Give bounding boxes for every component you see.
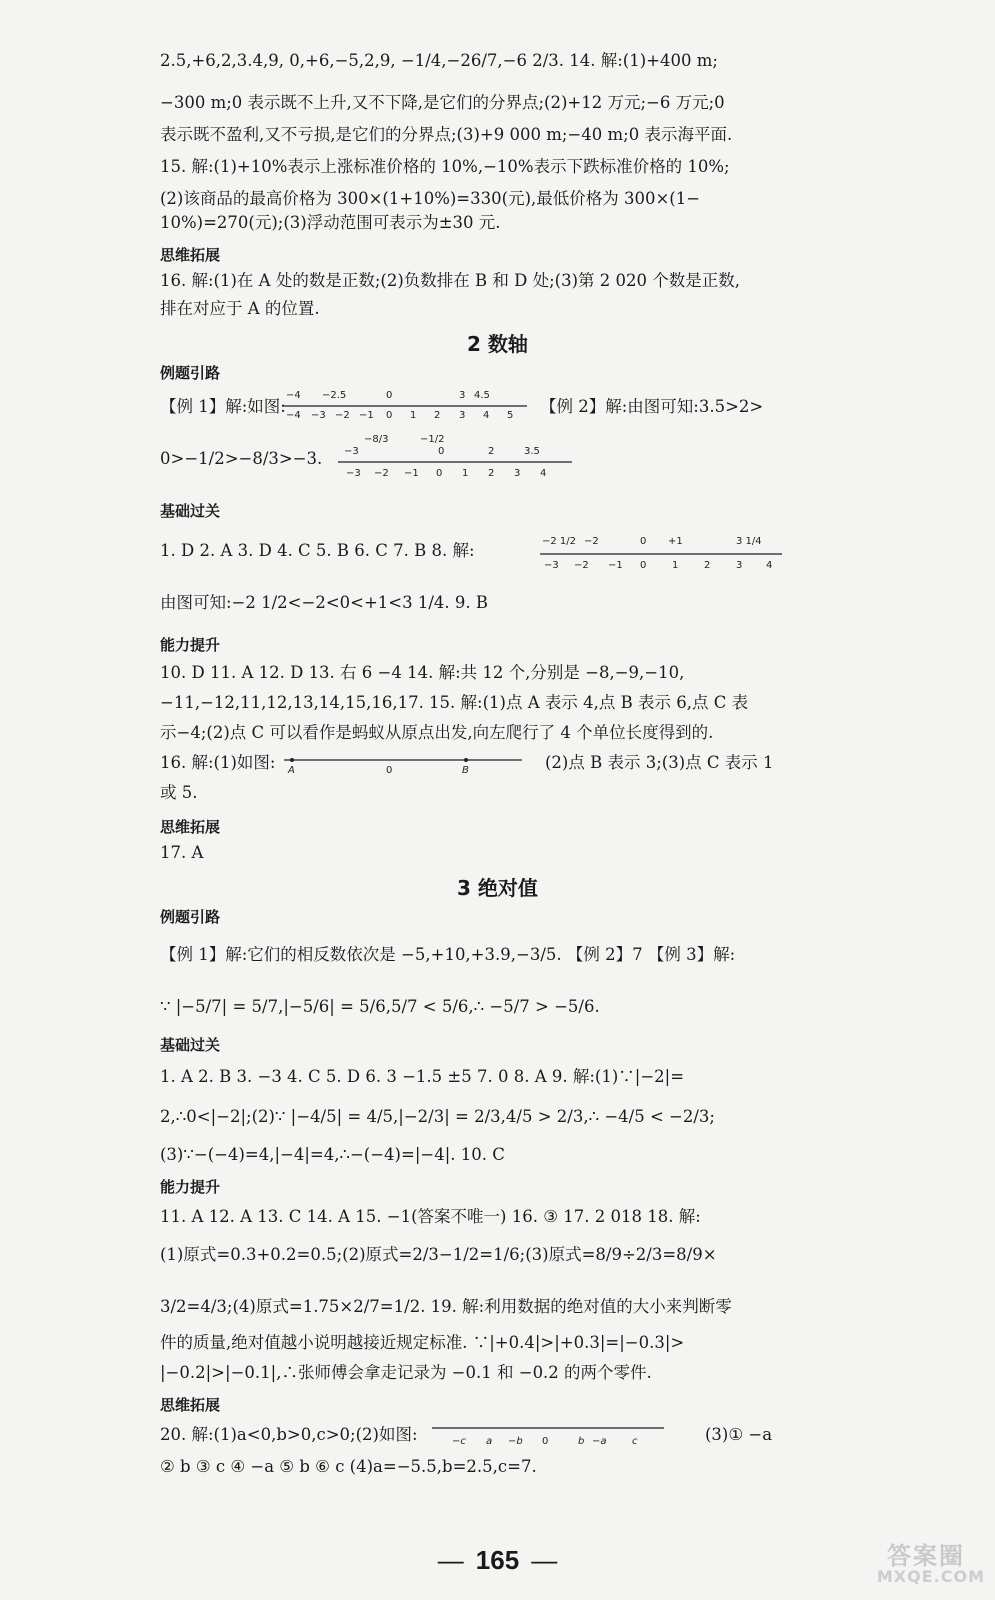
watermark-text-bottom: MXQE.COM <box>876 1567 985 1586</box>
tick-label: 0 <box>438 446 445 457</box>
watermark-logo <box>785 1536 985 1586</box>
point-label: B <box>462 765 469 776</box>
tick-label: −2 <box>335 410 350 421</box>
text-line: 17. A <box>160 843 204 862</box>
tick-label: −3 <box>311 410 326 421</box>
text-line: −11,−12,11,12,13,14,15,16,17. 15. 解:(1)点 A 表示 4,点 B 表示 6,点 C 表 <box>160 693 749 712</box>
text-line: (2)该商品的最高价格为 300×(1+10%)=330(元),最低价格为 300×(1− <box>160 189 701 208</box>
tick-label: 0 <box>386 410 393 421</box>
text-line: 件的质量,绝对值越小说明越接近规定标准. ∵|+0.4|>|+0.3|=|−0.3|> <box>160 1333 685 1352</box>
tick-label: 3 <box>514 468 521 479</box>
text-line: 3/2=4/3;(4)原式=1.75×2/7=1/2. 19. 解:利用数据的绝对值的大小来判断零 <box>160 1297 732 1316</box>
text-line: ∵ |−5/7| = 5/7,|−5/6| = 5/6,5/7 < 5/6,∴ −5/7 > −5/6. <box>160 997 600 1016</box>
tick-label: 4 <box>766 560 773 571</box>
tick-label: a <box>486 1436 493 1447</box>
text-line: ② b ③ c ④ −a ⑤ b ⑥ c (4)a=−5.5,b=2.5,c=7. <box>160 1457 537 1476</box>
text-line: 2.5,+6,2,3.4,9, 0,+6,−5,2,9, −1/4,−26/7,−6 2/3. 14. 解:(1)+400 m; <box>160 51 718 70</box>
tick-label: −1 <box>404 468 419 479</box>
tick-label: 2 <box>488 468 495 479</box>
text-line: (1)原式=0.3+0.2=0.5;(2)原式=2/3−1/2=1/6;(3)原式=8/9÷2/3=8/9× <box>160 1245 717 1264</box>
text-line: 20. 解:(1)a<0,b>0,c>0;(2)如图: <box>160 1425 418 1444</box>
number-line-3 <box>540 526 790 574</box>
tick-label: −1/2 <box>420 434 445 445</box>
tick-label: 2 <box>488 446 495 457</box>
page-number: — 165 — <box>437 1545 558 1575</box>
tick-label: −8/3 <box>364 434 389 445</box>
tick-label: 0 <box>640 560 647 571</box>
page-number-value: 165 <box>475 1545 520 1575</box>
tick-label: 0 <box>436 468 443 479</box>
tick-label: −2 1/2 <box>542 536 577 547</box>
tick-label: 0 <box>386 765 393 776</box>
text-line: 16. 解:(1)在 A 处的数是正数;(2)负数排在 B 和 D 处;(3)第 2 020 个数是正数, <box>160 271 740 290</box>
text-line: 【例 2】解:由图可知:3.5>2> <box>540 397 764 416</box>
number-line-1 <box>282 386 532 426</box>
tick-label: 5 <box>507 410 514 421</box>
text-line: 排在对应于 A 的位置. <box>160 299 320 318</box>
heading-examples: 例题引路 <box>160 908 221 926</box>
text-line: 1. A 2. B 3. −3 4. C 5. D 6. 3 −1.5 ±5 7. 0 8. A 9. 解:(1)∵|−2|= <box>160 1067 685 1086</box>
text-line: (2)点 B 表示 3;(3)点 C 表示 1 <box>545 753 774 772</box>
text-line: −300 m;0 表示既不上升,又不下降,是它们的分界点;(2)+12 万元;−6 万元;0 <box>160 93 725 112</box>
section-title-number-line: 2 数轴 <box>467 332 528 356</box>
tick-label: −2 <box>584 536 599 547</box>
tick-label: 3 <box>459 410 466 421</box>
tick-label: −4 <box>286 410 301 421</box>
text-line: 11. A 12. A 13. C 14. A 15. −1(答案不唯一) 16. ③ 17. 2 018 18. 解: <box>160 1207 701 1226</box>
tick-label: 1 <box>462 468 469 479</box>
tick-label: −3 <box>344 446 359 457</box>
number-line-2 <box>338 432 578 484</box>
tick-label: 4 <box>540 468 547 479</box>
tick-label: 3 <box>459 390 466 401</box>
heading-thinking: 思维拓展 <box>160 818 221 836</box>
watermark-text-top: 答案圈 <box>887 1542 965 1570</box>
tick-label: 0 <box>386 390 393 401</box>
tick-label: −c <box>452 1436 466 1447</box>
tick-label: −4 <box>286 390 301 401</box>
heading-ability: 能力提升 <box>160 636 221 654</box>
text-line: 10. D 11. A 12. D 13. 右 6 −4 14. 解:共 12 个,分别是 −8,−9,−10, <box>160 663 685 682</box>
tick-label: 4 <box>483 410 490 421</box>
tick-label: c <box>632 1436 638 1447</box>
tick-label: −2 <box>574 560 589 571</box>
text-line: |−0.2|>|−0.1|,∴张师傅会拿走记录为 −0.1 和 −0.2 的两个零件. <box>160 1363 652 1382</box>
tick-label: −2 <box>374 468 389 479</box>
tick-label: 0 <box>542 1436 549 1447</box>
tick-label: −3 <box>346 468 361 479</box>
heading-thinking: 思维拓展 <box>160 1396 221 1414</box>
tick-label: −3 <box>544 560 559 571</box>
tick-label: 3 1/4 <box>736 536 762 547</box>
heading-ability: 能力提升 <box>160 1178 221 1196</box>
tick-label: 1 <box>672 560 679 571</box>
tick-label: 0 <box>640 536 647 547</box>
number-line-4 <box>284 750 529 776</box>
heading-examples: 例题引路 <box>160 364 221 382</box>
text-line: 16. 解:(1)如图: <box>160 753 276 772</box>
text-line: 或 5. <box>160 783 198 802</box>
text-line: 1. D 2. A 3. D 4. C 5. B 6. C 7. B 8. 解: <box>160 541 475 560</box>
text-line: (3)① −a <box>705 1425 773 1444</box>
tick-label: −2.5 <box>322 390 347 401</box>
text-line: 表示既不盈利,又不亏损,是它们的分界点;(3)+9 000 m;−40 m;0 表示海平面. <box>160 125 733 144</box>
heading-thinking: 思维拓展 <box>160 246 221 264</box>
tick-label: −1 <box>608 560 623 571</box>
tick-label: 4.5 <box>474 390 490 401</box>
heading-basic: 基础过关 <box>160 1036 221 1054</box>
tick-label: −b <box>508 1436 523 1447</box>
text-line: 由图可知:−2 1/2<−2<0<+1<3 1/4. 9. B <box>160 593 489 612</box>
text-line: 2,∴0<|−2|;(2)∵ |−4/5| = 4/5,|−2/3| = 2/3,4/5 > 2/3,∴ −4/5 < −2/3; <box>160 1107 715 1126</box>
tick-label: 3.5 <box>524 446 540 457</box>
heading-basic: 基础过关 <box>160 502 221 520</box>
tick-label: 2 <box>704 560 711 571</box>
section-title-absolute-value: 3 绝对值 <box>457 876 538 900</box>
text-line: (3)∵−(−4)=4,|−4|=4,∴−(−4)=|−4|. 10. C <box>160 1145 505 1164</box>
text-line: 示−4;(2)点 C 可以看作是蚂蚁从原点出发,向左爬行了 4 个单位长度得到的. <box>160 723 714 742</box>
tick-label: −a <box>592 1436 607 1447</box>
number-line-5 <box>432 1420 672 1448</box>
tick-label: 3 <box>736 560 743 571</box>
text-line: 15. 解:(1)+10%表示上涨标准价格的 10%,−10%表示下跌标准价格的 10%; <box>160 157 730 176</box>
text-line: 0>−1/2>−8/3>−3. <box>160 449 323 468</box>
text-line: 【例 1】解:如图: <box>160 397 286 416</box>
tick-label: b <box>578 1436 585 1447</box>
text-line: 10%)=270(元);(3)浮动范围可表示为±30 元. <box>160 213 501 232</box>
text-line: 【例 1】解:它们的相反数依次是 −5,+10,+3.9,−3/5. 【例 2】7 【例 3】解: <box>160 945 736 964</box>
point-label: A <box>288 765 295 776</box>
tick-label: 2 <box>434 410 441 421</box>
tick-label: 1 <box>410 410 417 421</box>
tick-label: +1 <box>668 536 683 547</box>
tick-label: −1 <box>359 410 374 421</box>
